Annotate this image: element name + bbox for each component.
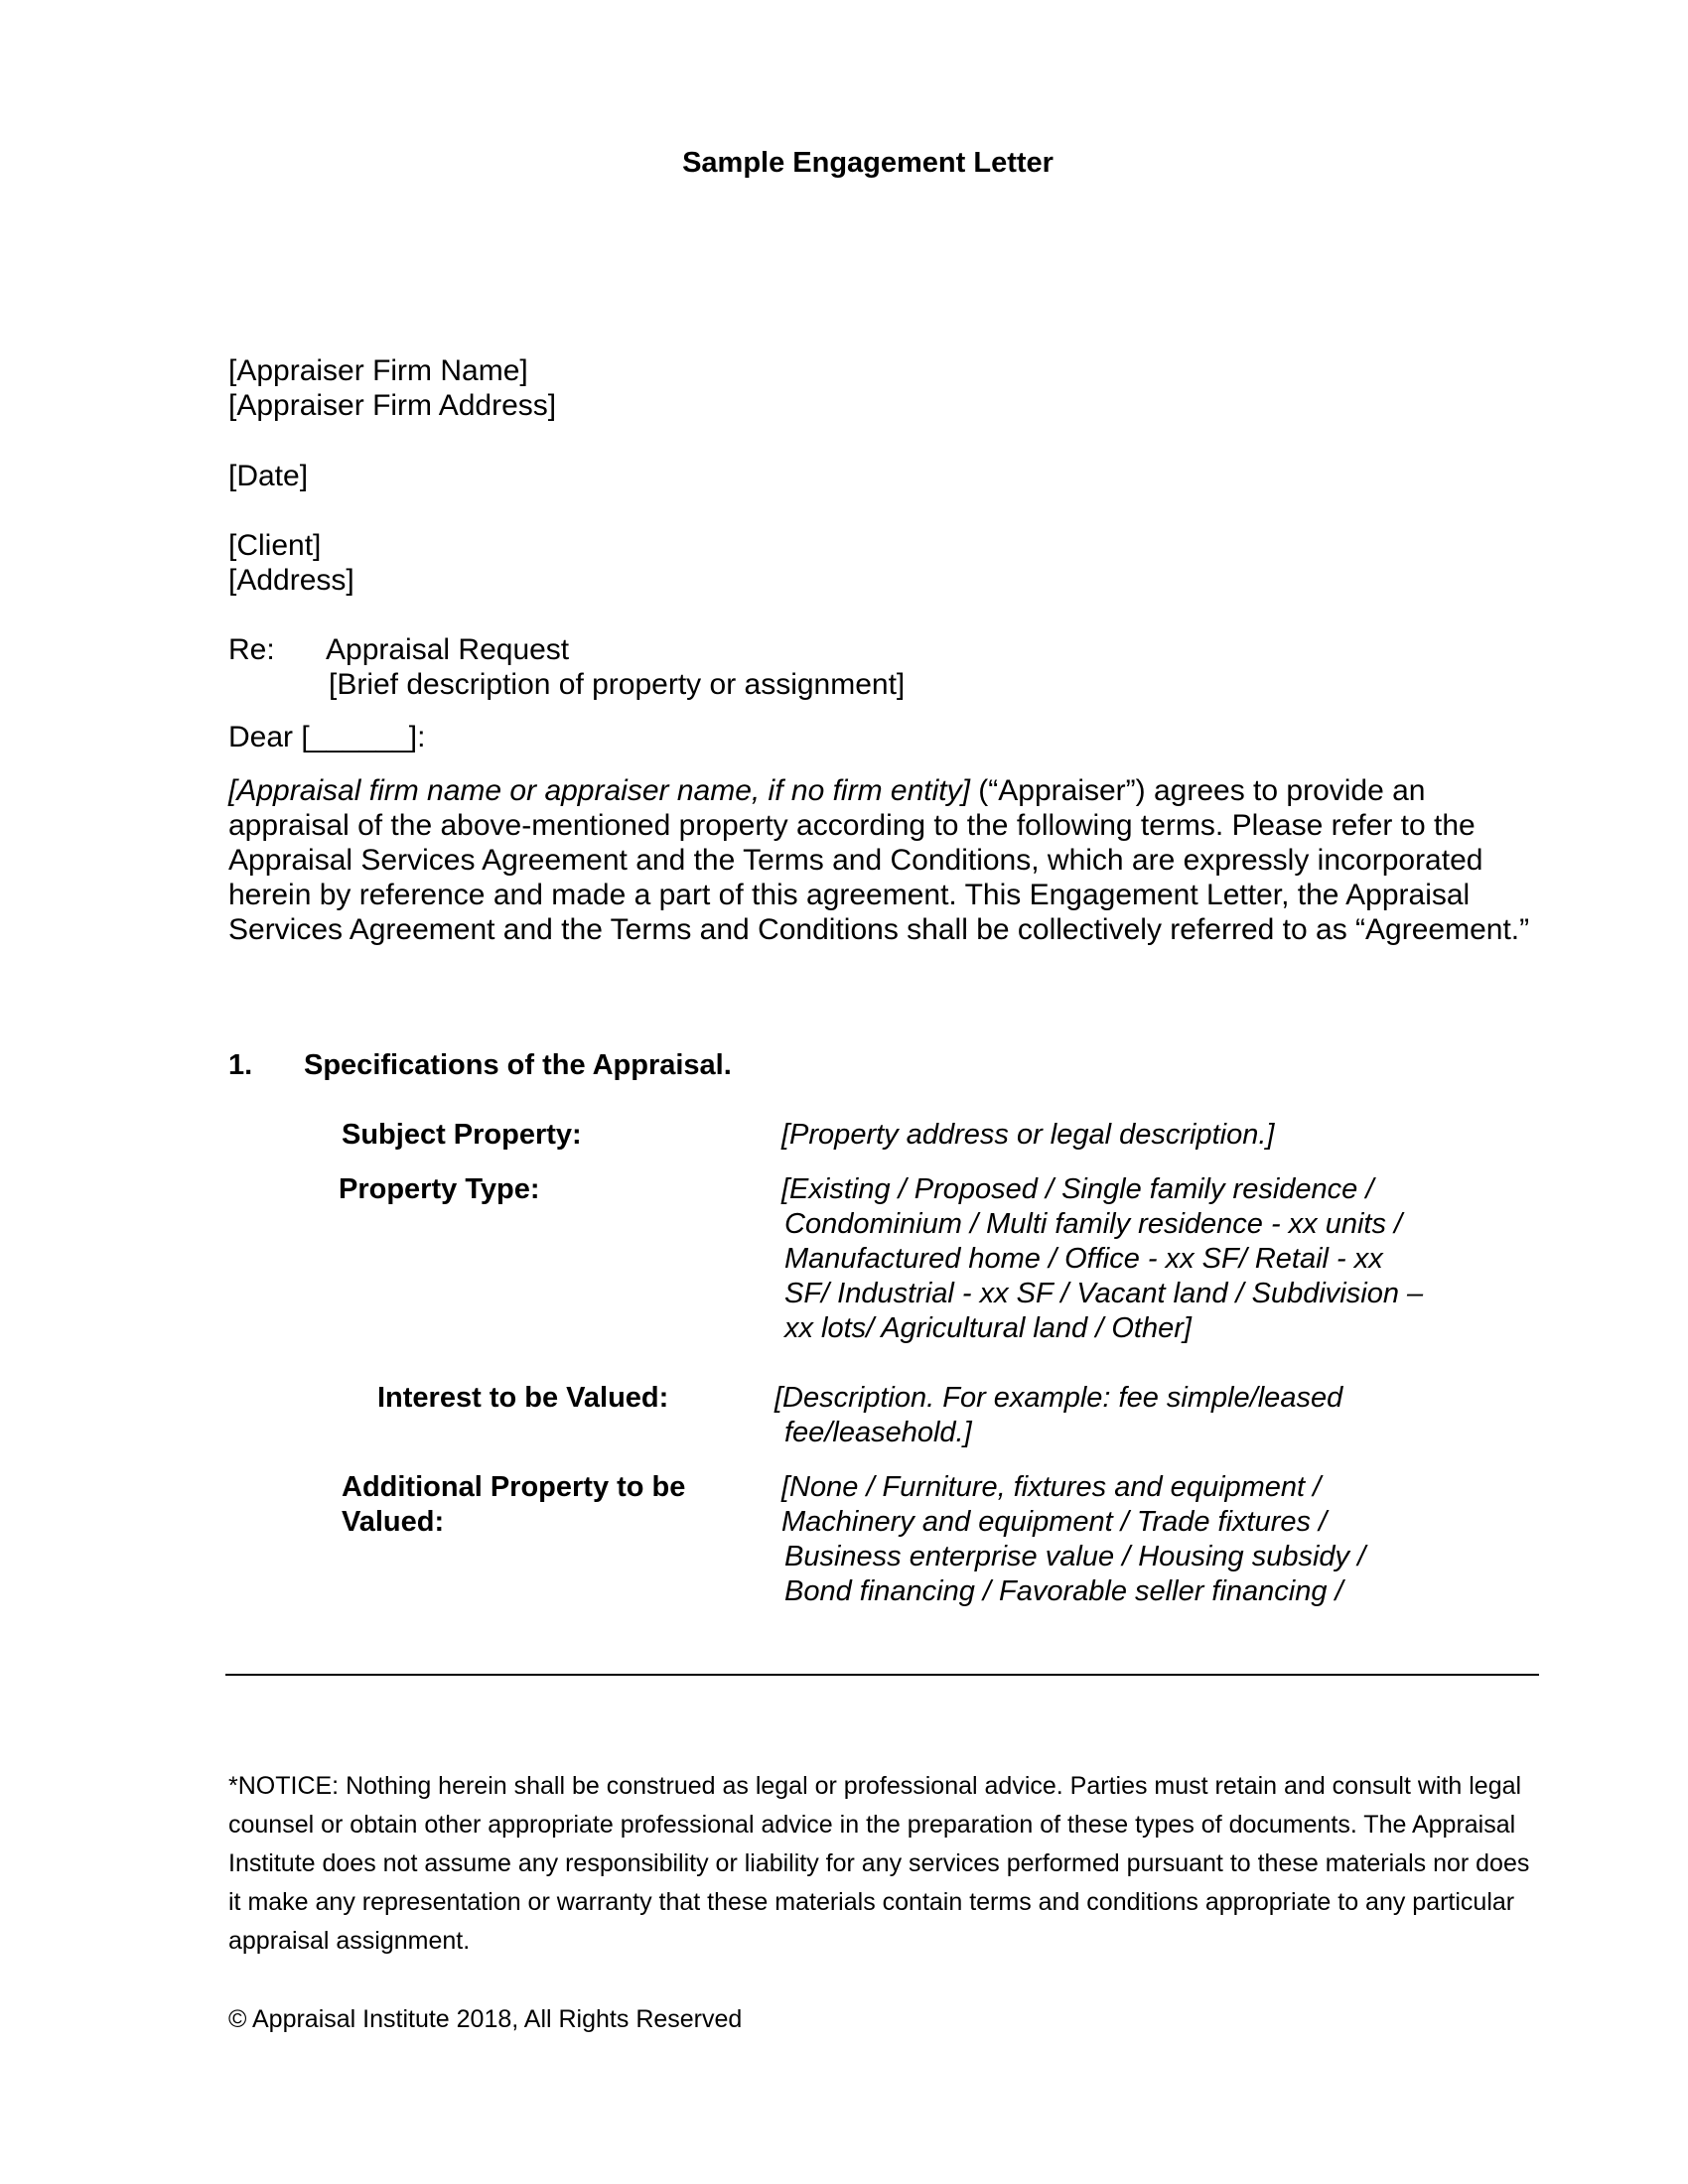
salutation: Dear [______]: [228, 721, 426, 753]
firm-name: [Appraiser Firm Name] [228, 354, 528, 387]
interest-line: [Description. For example: fee simple/leased [774, 1382, 1343, 1414]
client-name: [Client] [228, 529, 322, 562]
subject-property-value: [Property address or legal description.] [781, 1119, 1275, 1151]
section-title: Specifications of the Appraisal. [304, 1049, 732, 1081]
intro-italic-lead: [Appraisal firm name or appraiser name, if no firm entity] [228, 774, 970, 807]
additional-property-line: Machinery and equipment / Trade fixtures / [781, 1506, 1328, 1538]
property-type-label: Property Type: [339, 1173, 540, 1205]
additional-property-label: Valued: [342, 1506, 445, 1538]
additional-property-line: Bond financing / Favorable seller financing / [784, 1575, 1343, 1607]
firm-address: [Appraiser Firm Address] [228, 389, 557, 422]
page-title: Sample Engagement Letter [682, 147, 1054, 179]
subject-property-label: Subject Property: [342, 1119, 582, 1151]
client-address: [Address] [228, 564, 354, 597]
property-type-line: [Existing / Proposed / Single family residence / [781, 1173, 1374, 1205]
legal-notice: *NOTICE: Nothing herein shall be construed as legal or professional advice. Parties must retain and consult with legal counsel or obtain other appropriate professional advice in the preparation of these types of documents. The Appraisal Institute does not assume any responsibility or liability for any services performed pursuant to these materials nor does it make any representation or warranty that these materials contain terms and conditions appropriate to any particular appraisal assignment. [228, 1772, 1530, 1955]
re-subject: Appraisal Request [326, 633, 570, 666]
additional-property-label: Additional Property to be [342, 1471, 686, 1503]
interest-label: Interest to be Valued: [377, 1382, 669, 1414]
re-label: Re: [228, 633, 275, 666]
interest-line: fee/leasehold.] [784, 1417, 972, 1448]
section-number: 1. [228, 1049, 253, 1081]
property-type-line: xx lots/ Agricultural land / Other] [784, 1312, 1192, 1344]
footer-divider [225, 1674, 1539, 1676]
copyright: © Appraisal Institute 2018, All Rights Reserved [228, 2005, 743, 2033]
additional-property-line: Business enterprise value / Housing subsidy / [784, 1541, 1366, 1572]
property-type-line: Manufactured home / Office - xx SF/ Retail - xx [784, 1243, 1383, 1275]
additional-property-line: [None / Furniture, fixtures and equipment / [781, 1471, 1322, 1503]
date: [Date] [228, 460, 309, 492]
intro-paragraph [228, 773, 1539, 947]
property-type-line: SF/ Industrial - xx SF / Vacant land / Subdivision – [784, 1278, 1424, 1309]
re-description: [Brief description of property or assignment] [329, 668, 906, 701]
property-type-line: Condominium / Multi family residence - xx units / [784, 1208, 1403, 1240]
intro-body: (“Appraiser”) agrees to provide an appraisal of the above-mentioned property according to the following terms. Please refer to the Appraisal Services Agreement and the Terms and Conditions, which are expressly incorporated herein by reference and made a part of this agreement. This Engagement Letter, the Appraisal Services Agreement and the Terms and Conditions shall be collectively referred to as “Agreement.” [228, 774, 1530, 946]
